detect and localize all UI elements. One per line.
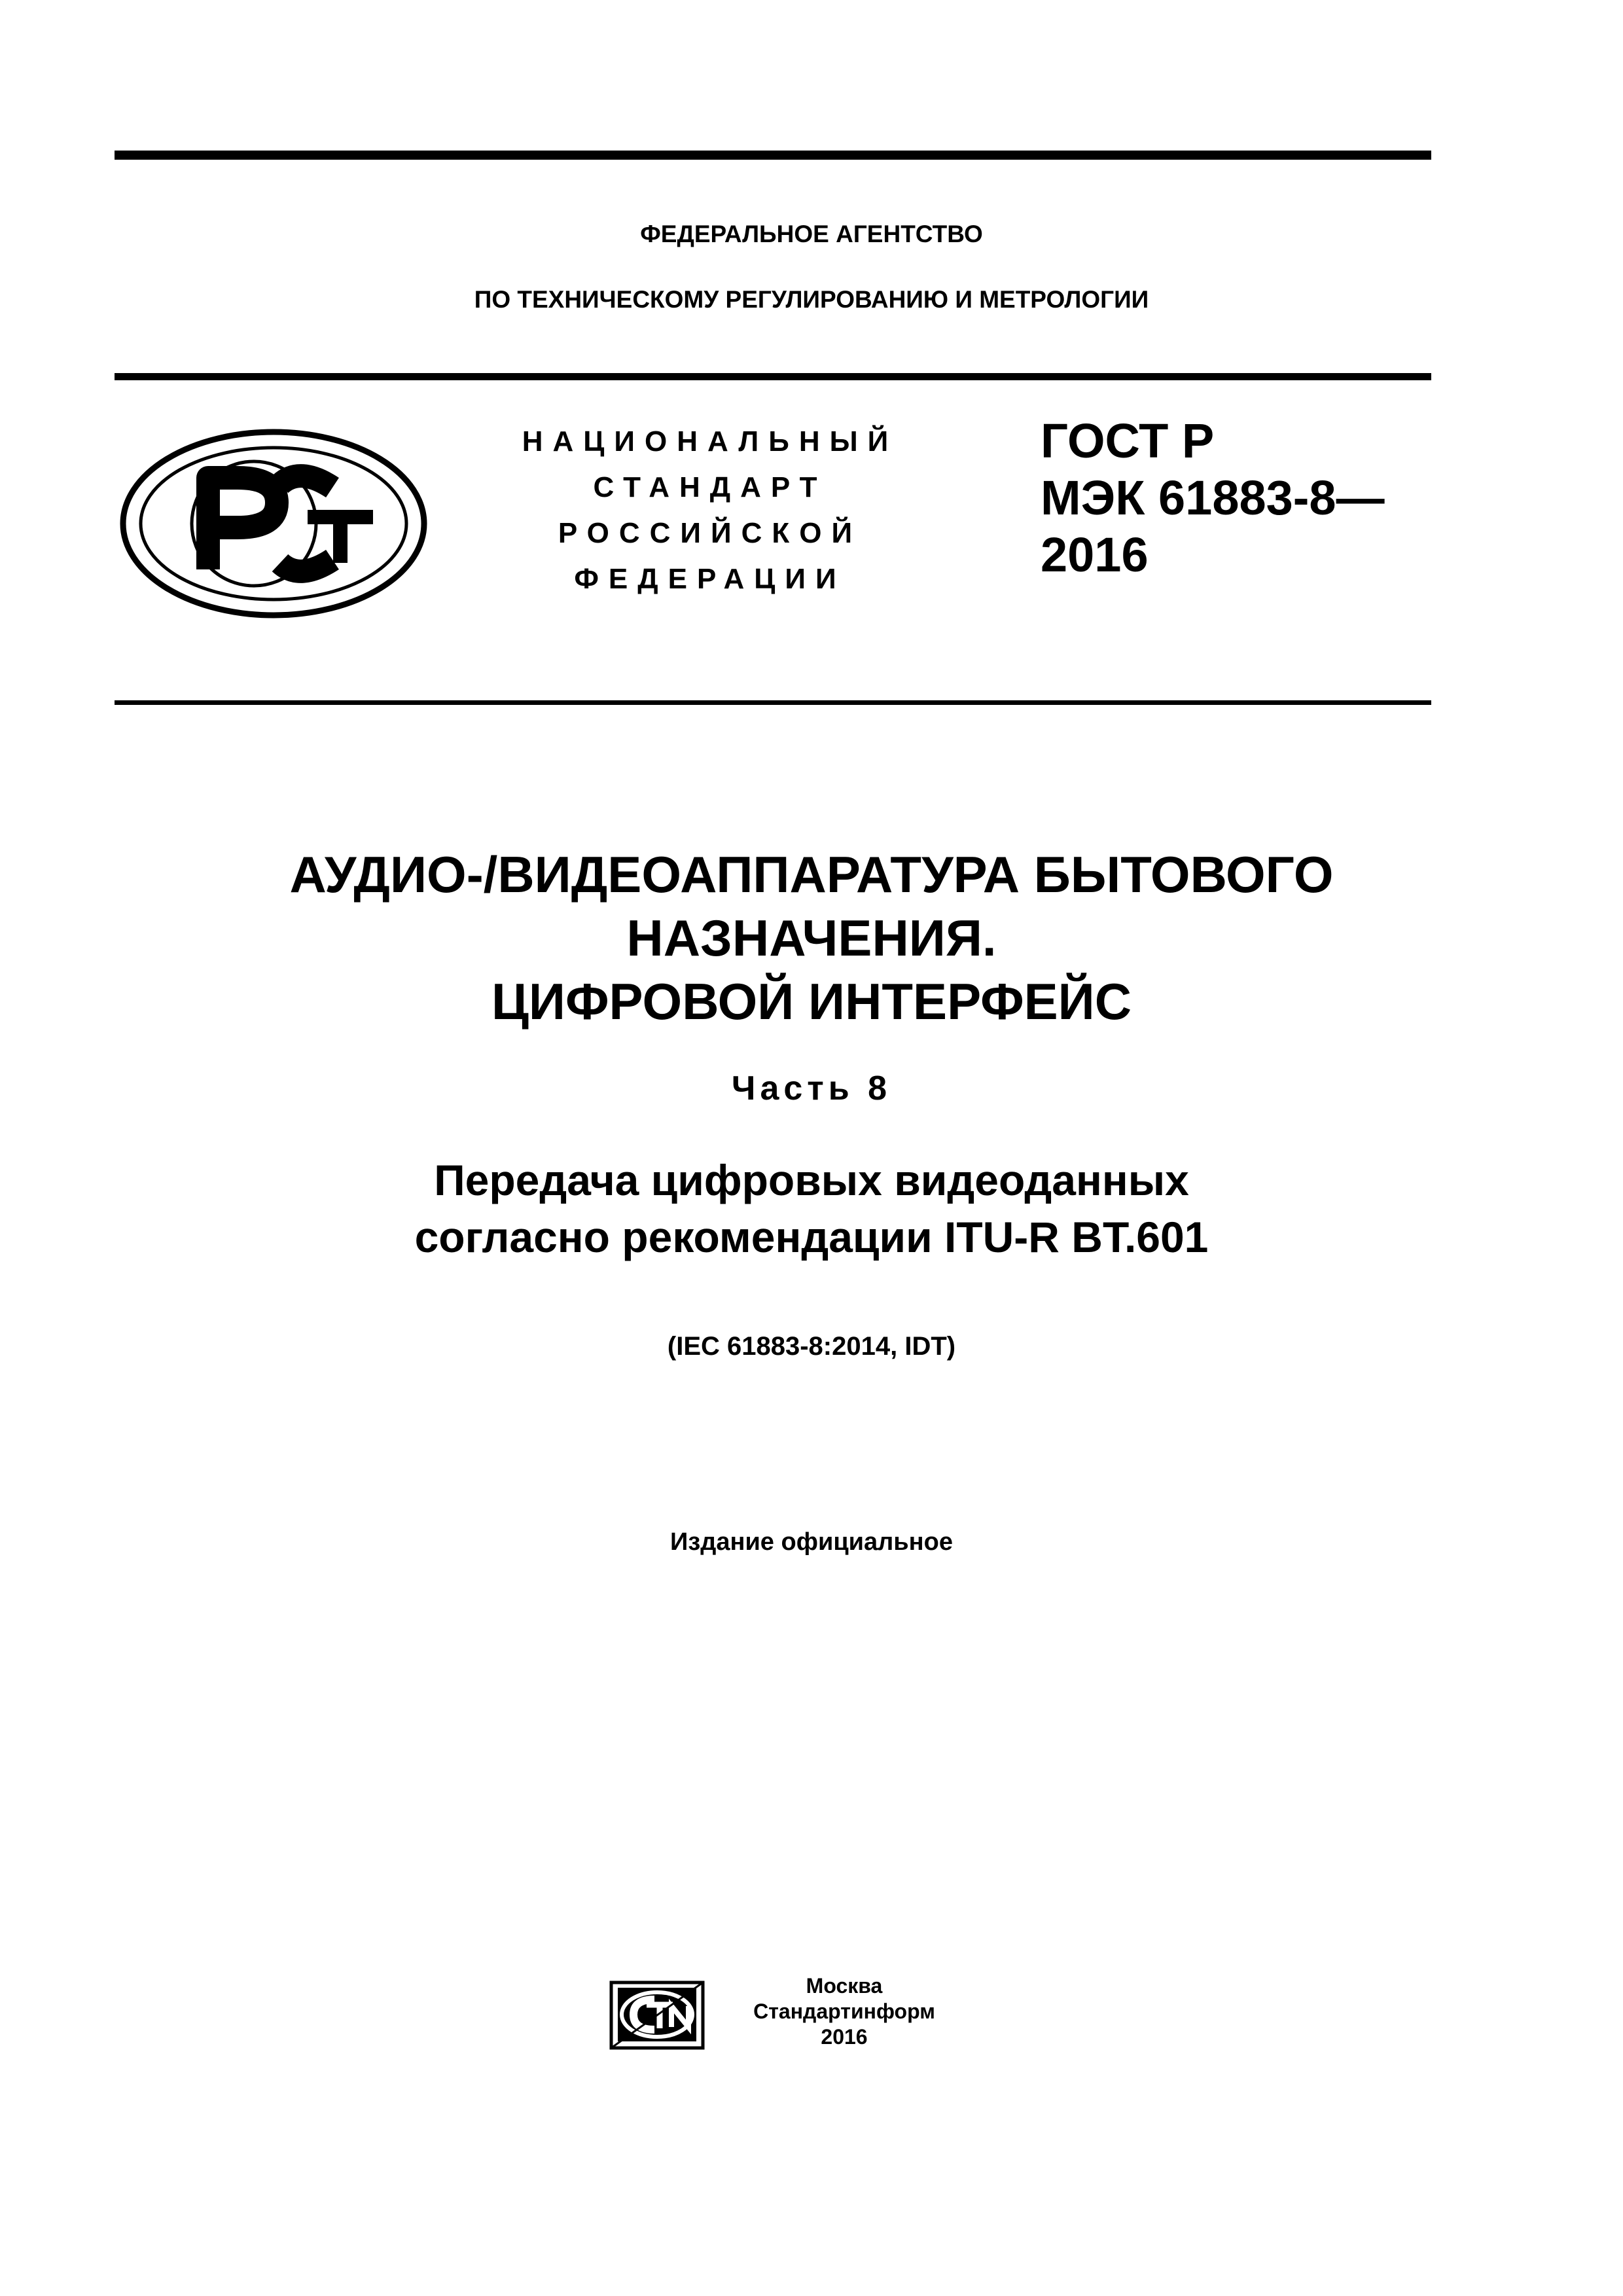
standartinform-logo-icon — [609, 1980, 707, 2052]
agency-line-2: ПО ТЕХНИЧЕСКОМУ РЕГУЛИРОВАНИЮ И МЕТРОЛОГИИ — [474, 286, 1149, 313]
official-edition-note: Издание официальное — [670, 1528, 953, 1556]
subtitle-line-2: согласно рекомендации ITU-R BT.601 — [414, 1213, 1209, 1261]
part-number: Часть 8 — [731, 1069, 892, 1107]
title-line-1: АУДИО-/ВИДЕОАППАРАТУРА БЫТОВОГО — [289, 846, 1334, 903]
title-line-3: ЦИФРОВОЙ ИНТЕРФЕЙС — [491, 973, 1132, 1030]
publisher-block — [740, 1973, 949, 2050]
national-line-4: ФЕДЕРАЦИИ — [574, 563, 846, 595]
national-line-1: НАЦИОНАЛЬНЫЙ — [522, 425, 899, 457]
designation-rule — [115, 700, 1431, 705]
top-rule — [115, 151, 1431, 160]
designation-line-1: ГОСТ Р — [1041, 414, 1215, 468]
publisher-name: Стандартинформ — [753, 2000, 935, 2023]
subtitle-line-1: Передача цифровых видеоданных — [434, 1156, 1189, 1204]
national-line-3: РОССИЙСКОЙ — [558, 517, 863, 549]
national-standard-caption — [484, 419, 936, 602]
document-subtitle — [0, 1152, 1623, 1266]
title-line-2: НАЗНАЧЕНИЯ. — [626, 909, 997, 967]
rst-logo-icon — [116, 425, 431, 622]
designation-line-3: 2016 — [1041, 528, 1149, 582]
publisher-year: 2016 — [821, 2025, 868, 2049]
designation-line-2: МЭК 61883-8— — [1041, 471, 1385, 525]
identity-reference: (IEC 61883-8:2014, IDT) — [667, 1332, 956, 1361]
standard-designation — [1041, 412, 1385, 583]
national-line-2: СТАНДАРТ — [593, 471, 827, 503]
publisher-city: Москва — [806, 1974, 883, 1998]
document-title — [0, 843, 1623, 1033]
header-rule — [115, 373, 1431, 380]
agency-line-1: ФЕДЕРАЛЬНОЕ АГЕНТСТВО — [640, 221, 983, 247]
